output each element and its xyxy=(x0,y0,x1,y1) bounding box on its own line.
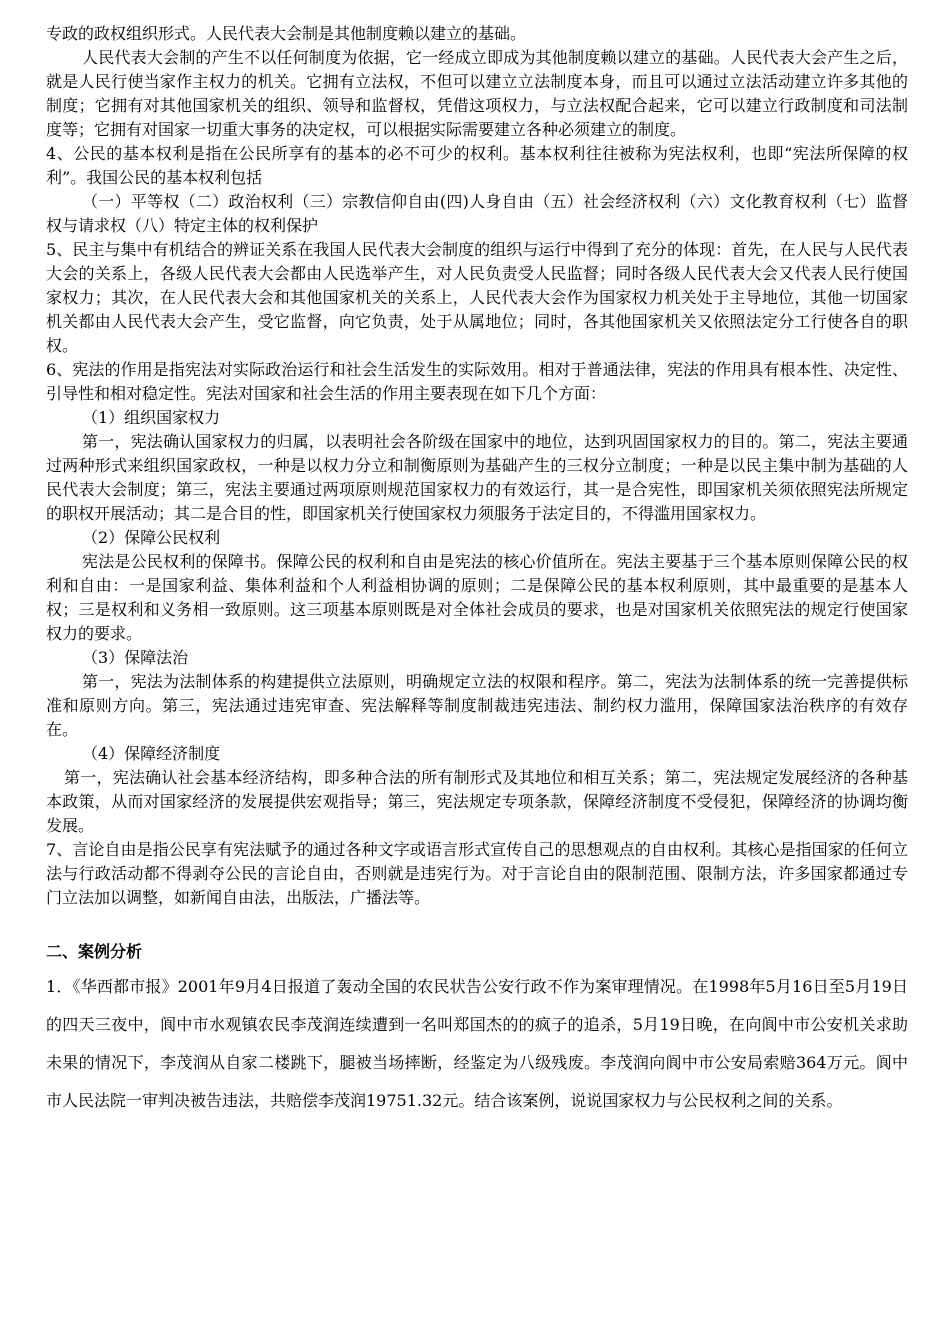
paragraph-protect-rights: 宪法是公民权利的保障书。保障公民的权利和自由是宪法的核心价值所在。宪法主要基于三个基本原则保障公民的权利和自由：一是国家利益、集体利益和个人利益相协调的原则；二是保障公民的基本权利原则，其中最重要的是基本人权；三是权利和义务相一致原则。这三项基本原则既是对全体社会成员的要求，也是对国家机关依照宪法的规定行使国家权力的要求。 xyxy=(46,552,908,643)
spacer xyxy=(46,910,908,940)
paragraph-economic-system: 第一，宪法确认社会基本经济结构，即多种合法的所有制形式及其地位和相互关系；第二，宪法规定发展经济的各种基本政策，从而对国家经济的发展提供宏观指导；第三，宪法规定专项条款，保障经济制度不受侵犯，保障经济的协调均衡发展。 xyxy=(46,768,908,835)
paragraph-rule-of-law: 第一，宪法为法制体系的构建提供立法原则，明确规定立法的权限和程序。第二，宪法为法制体系的统一完善提供标准和原则方向。第三，宪法通过违宪审查、宪法解释等制度制裁违宪违法、制约权力滥用，保障国家法治秩序的有效存在。 xyxy=(46,672,908,739)
paragraph-item-5: 5、民主与集中有机结合的辨证关系在我国人民代表大会制度的组织与运行中得到了充分的体现：首先，在人民与人民代表大会的关系上，各级人民代表大会都由人民选举产生，对人民负责受人民监督；同时各级人民代表大会又代表人民行使国家权力；其次，在人民代表大会和其他国家机关的关系上，人民代表大会作为国家权力机关处于主导地位，其他一切国家机关都由人民代表大会产生，受它监督，向它负责，处于从属地位；同时，各其他国家机关又依照法定分工行使各自的职权。 xyxy=(46,240,908,355)
paragraph-item-7: 7、言论自由是指公民享有宪法赋予的通过各种文字或语言形式宣传自己的思想观点的自由权利。其核心是指国家的任何立法与行政活动都不得剥夺公民的言论自由，否则就是违宪行为。对于言论自由的限制范围、限制方法，许多国家都通过专门立法加以调整，如新闻自由法，出版法，广播法等。 xyxy=(46,840,908,907)
section-heading: 二、案例分析 xyxy=(46,942,143,961)
document-page xyxy=(46,22,908,1120)
case-1: 1．《华西都市报》2001年9月4日报道了轰动全国的农民状告公安行政不作为案审理情况。在1998年5月16日至5月19日的四天三夜中，阆中市水观镇农民李茂润连续遭到一名叫郑国杰的的疯子的追杀，5月19日晚，在向阆中市公安机关求助未果的情况下，李茂润从自家二楼跳下，腿被当场摔断，经鉴定为八级残废。李茂润向阆中市公安局索赔364万元。阆中市人民法院一审判决被告违法，共赔偿李茂润19751.32元。结合该案例，说说国家权力与公民权利之间的关系。 xyxy=(46,977,908,1110)
subheading-4: （4）保障经济制度 xyxy=(82,744,221,763)
paragraph-organize-power: 第一，宪法确认国家权力的归属，以表明社会各阶级在国家中的地位，达到巩固国家权力的目的。第二，宪法主要通过两种形式来组织国家政权，一种是以权力分立和制衡原则为基础产生的三权分立制度；一种是以民主集中制为基础的人民代表大会制度；第三，宪法主要通过两项原则规范国家权力的有效运行，其一是合宪性，即国家机关须依照宪法所规定的职权开展活动；其二是合目的性，即国家机关行使国家权力须服务于法定目的，不得滥用国家权力。 xyxy=(46,432,908,523)
paragraph-item-4: 4、公民的基本权利是指在公民所享有的基本的必不可少的权利。基本权利往往被称为宪法权利，也即“宪法所保障的权利”。我国公民的基本权利包括 xyxy=(46,144,908,187)
subheading-3: （3）保障法治 xyxy=(82,648,189,667)
subheading-2: （2）保障公民权利 xyxy=(82,528,221,547)
paragraph-intro-end: 专政的政权组织形式。人民代表大会制是其他制度赖以建立的基础。 xyxy=(46,24,527,43)
subheading-1: （1）组织国家权力 xyxy=(82,408,221,427)
paragraph-rights-list: （一）平等权（二）政治权利（三）宗教信仰自由(四)人身自由（五）社会经济权利（六）文化教育权利（七）监督权与请求权（八）特定主体的权利保护 xyxy=(46,192,908,235)
paragraph-npc-system: 人民代表大会制的产生不以任何制度为依据，它一经成立即成为其他制度赖以建立的基础。人民代表大会产生之后，就是人民行使当家作主权力的机关。它拥有立法权，不但可以建立立法制度本身，而且可以通过立法活动建立许多其他的制度；它拥有对其他国家机关的组织、领导和监督权，凭借这项权力，与立法权配合起来，它可以建立行政制度和司法制度等；它拥有对国家一切重大事务的决定权，可以根据实际需要建立各种必须建立的制度。 xyxy=(46,48,908,139)
paragraph-item-6: 6、宪法的作用是指宪法对实际政治运行和社会生活发生的实际效用。相对于普通法律，宪法的作用具有根本性、决定性、引导性和相对稳定性。宪法对国家和社会生活的作用主要表现在如下几个方面： xyxy=(46,360,908,403)
